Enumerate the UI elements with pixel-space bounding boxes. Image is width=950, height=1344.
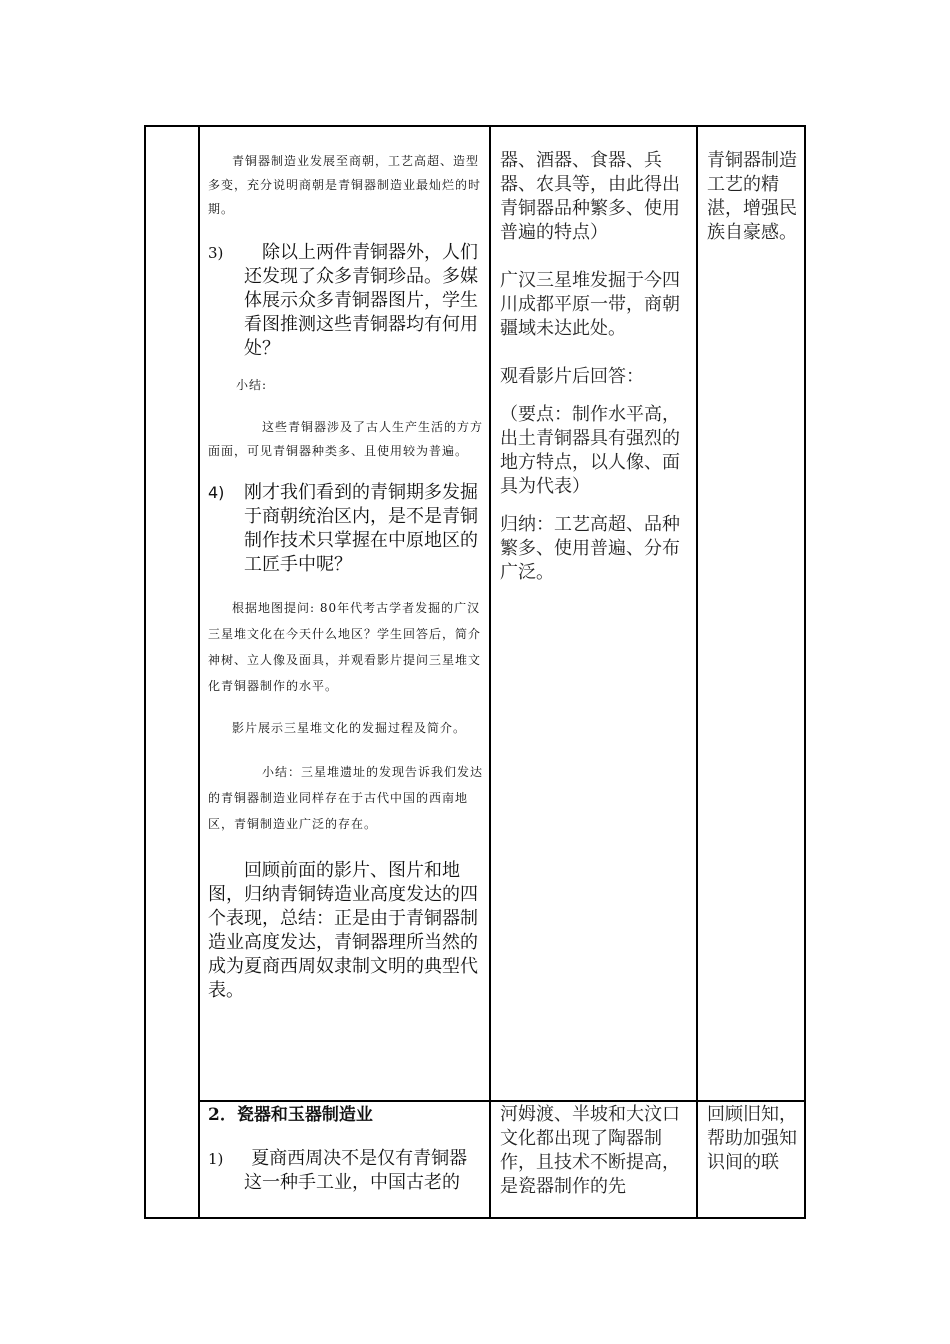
activity-p1: 器、酒器、食器、兵器、农具等，由此得出青铜器品种繁多、使用普遍的特点） [500, 150, 680, 243]
activity-p2: 广汉三星堆发掘于今四川成都平原一带，商朝疆域未达此处。 [500, 270, 680, 339]
item-1-text: 夏商西周决不是仅有青铜器这一种手工业，中国古老的 [244, 1148, 468, 1193]
activity-p3: 观看影片后回答： [500, 366, 644, 387]
item-4-number: 4) [208, 483, 225, 502]
summary-label: 小结: [236, 378, 268, 392]
activity-p4: （要点：制作水平高，出土青铜器具有强烈的地方特点，以人像、面具为代表） [500, 404, 680, 497]
activity-cell-row2 [500, 1103, 688, 1199]
column-divider [489, 127, 491, 1217]
summary-1: 这些青铜器涉及了古人生产生活的方方面面，可见青铜器种类多、且使用较为普遍。 [208, 420, 484, 458]
summary-2: 小结：三星堆遗址的发现告诉我们发达的青铜器制造业同样存在于古代中国的西南地区，青铜制造业广泛的存在。 [208, 765, 484, 831]
map-question: 根据地图提问: 80年代考古学者发掘的广汉三星堆文化在今天什么地区？学生回答后，简介神树、立人像及面具，并观看影片提问三星堆文化青铜器制作的水平。 [208, 601, 482, 693]
intent-cell-row2 [707, 1103, 799, 1175]
activity-p5: 归纳：工艺高超、品种繁多、使用普遍、分布广泛。 [500, 514, 680, 583]
section-2-title: 2．瓷器和玉器制造业 [208, 1105, 373, 1125]
item-4 [208, 481, 484, 577]
item-4-text: 刚才我们看到的青铜期多发掘于商朝统治区内，是不是青铜制作技术只掌握在中原地区的工匠手中呢？ [244, 482, 478, 575]
row-divider [200, 1100, 804, 1102]
bronze-summary-paragraph: 青铜器制造业发展至商朝，工艺高超、造型多变，充分说明商朝是青铜器制造业最灿烂的时期。 [208, 154, 482, 216]
column-divider [198, 127, 200, 1217]
column-divider [696, 127, 698, 1217]
intent-p1: 青铜器制造工艺的精湛，增强民族自豪感。 [707, 150, 797, 243]
item-3-text: 除以上两件青铜器外，人们还发现了众多青铜珍品。多媒体展示众多青铜器图片，学生看图推测这些青铜器均有何用处？ [244, 242, 478, 359]
intent-p2: 回顾旧知，帮助加强知识间的联 [707, 1104, 797, 1173]
review-paragraph: 回顾前面的影片、图片和地图，归纳青铜铸造业高度发达的四个表现，总结：正是由于青铜器制造业高度发达，青铜器理所当然的成为夏商西周奴隶制文明的典型代表。 [208, 860, 478, 1001]
process-cell-row1 [208, 149, 484, 1003]
activity-p6: 河姆渡、半坡和大汶口文化都出现了陶器制作，且技术不断提高，是瓷器制作的先 [500, 1104, 680, 1197]
item-1-number: 1) [208, 1150, 224, 1168]
activity-cell-row1 [500, 149, 688, 585]
item-3 [208, 241, 484, 361]
process-cell-row2 [208, 1103, 484, 1195]
item-3-number: 3) [208, 244, 224, 262]
lesson-plan-table [144, 125, 806, 1219]
intent-cell-row1 [707, 149, 799, 245]
item-1 [208, 1147, 484, 1195]
film-text: 影片展示三星堆文化的发掘过程及简介。 [232, 721, 467, 735]
